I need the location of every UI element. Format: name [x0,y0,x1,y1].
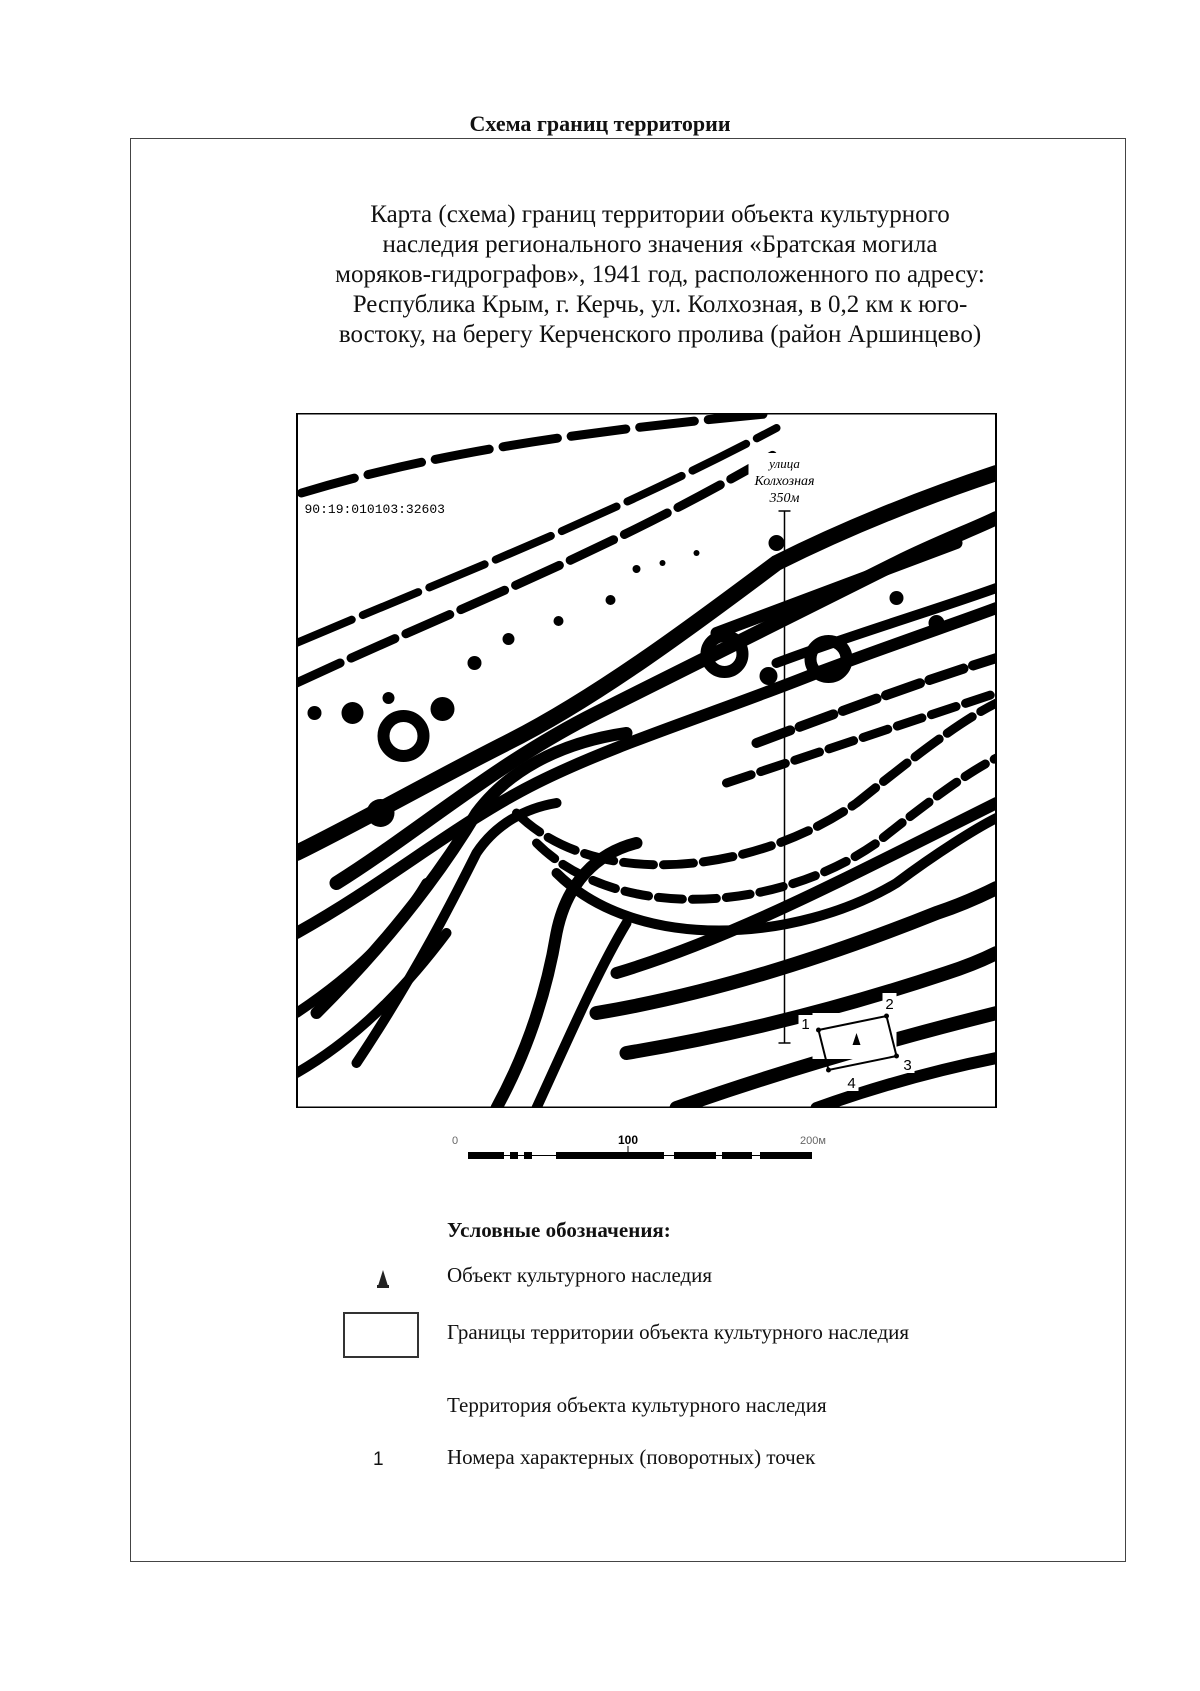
legend-text: Территория объекта культурного наследия [447,1393,827,1417]
page-title: Схема границ территории [469,111,731,136]
caption-line: наследия регионального значения «Братская могила [382,231,938,258]
terrain-spot [342,702,364,724]
terrain-spot [431,697,455,721]
scale-label-start: 0 [452,1135,459,1147]
boundary-point [884,1014,889,1019]
caption-line: востоку, на берегу Керченского пролива (район Аршинцево) [338,321,982,348]
terrain-spot [468,656,482,670]
boundary-point [816,1028,821,1033]
legend-text: Границы территории объекта культурного наследия [447,1320,910,1344]
boundary-map [296,413,997,1108]
boundary-rectangle-icon [343,1312,419,1358]
street-label: улица [769,456,800,471]
legend-item-territory [0,1393,1200,1443]
legend-item-boundary [0,1310,1200,1360]
legend-item-monument [0,1263,1200,1313]
terrain-spot [503,633,515,645]
caption-line: Карта (схема) границ территории объекта культурного [370,201,950,228]
terrain-spot [308,706,322,720]
scale-label-end: 200м [800,1135,826,1147]
street-distance-label: 350м [769,491,800,506]
terrain-spot [383,692,395,704]
boundary-point [894,1054,899,1059]
scale-bar [448,1128,848,1168]
point-label-3: 3 [903,1057,912,1074]
scale-label-mid: 100 [617,1133,639,1147]
terrain-spot [760,667,778,685]
terrain-spot [367,799,395,827]
caption-line: Республика Крым, г. Керчь, ул. Колхозная, в 0,2 км к юго- [352,291,968,318]
caption-line: моряков-гидрографов», 1941 год, расположенного по адресу: [335,261,985,288]
map-caption [290,200,1030,350]
legend-item-points [0,1445,1200,1495]
terrain-spot [929,615,945,631]
terrain-spot [694,550,700,556]
point-label-4: 4 [847,1075,856,1092]
point-label-2: 2 [885,996,894,1013]
legend-text: Объект культурного наследия [447,1263,713,1287]
cadastral-number: 90:19:010103:32603 [304,502,445,517]
point-number-symbol: 1 [373,1449,384,1470]
terrain-spot [660,560,666,566]
legend-title: Условные обозначения: [447,1218,671,1242]
terrain-spot [554,616,564,626]
boundary-point [826,1068,831,1073]
terrain-spot [606,595,616,605]
terrain-spot [890,591,904,605]
point-label-1: 1 [801,1016,810,1033]
terrain-spot [769,535,785,551]
street-label: Колхозная [754,474,815,489]
legend-text: Номера характерных (поворотных) точек [447,1445,816,1469]
monument-icon [375,1269,391,1289]
terrain-spot [633,565,641,573]
